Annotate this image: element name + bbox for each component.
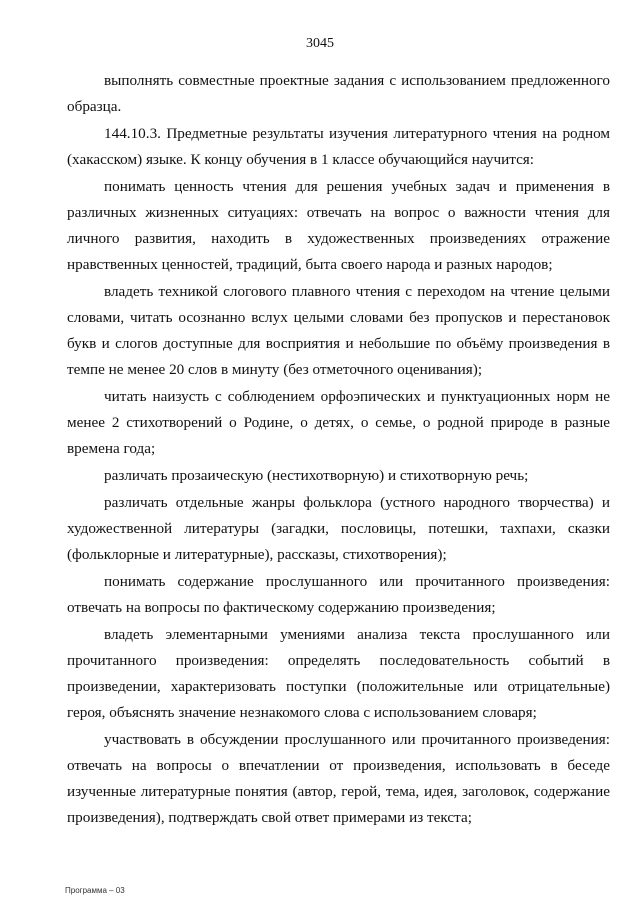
- paragraph: различать отдельные жанры фольклора (устного народного творчества) и художественной литературы (загадки, пословицы, потешки, тахпахи, сказки (фольклорные и литературные), рассказы, стихотворения);: [67, 494, 610, 563]
- paragraph: владеть элементарными умениями анализа текста прослушанного или прочитанного произведения: определять последовательность событий в произведении, характеризовать поступки (положительные или отрицательные) героя, объяснять значение незнакомого слова с использованием словаря;: [67, 626, 610, 721]
- paragraph: владеть техникой слогового плавного чтения с переходом на чтение целыми словами, читать осознанно вслух целыми словами без пропусков и перестановок букв и слогов доступные для восприятия и небольшие по объёму произведения в темпе не менее 20 слов в минуту (без отметочного оценивания);: [67, 283, 610, 378]
- paragraph: понимать содержание прослушанного или прочитанного произведения: отвечать на вопросы по фактическому содержанию произведения;: [67, 573, 610, 617]
- paragraph: понимать ценность чтения для решения учебных задач и применения в различных жизненных ситуациях: отвечать на вопрос о важности чтения для личного развития, находить в художественных произведениях отражение нравственных ценностей, традиций, быта своего народа и разных народов;: [67, 178, 610, 273]
- paragraph: читать наизусть с соблюдением орфоэпических и пунктуационных норм не менее 2 стихотворений о Родине, о детях, о семье, о родной природе в разные времена года;: [67, 387, 610, 457]
- paragraph: выполнять совместные проектные задания с использованием предложенного образца.: [67, 72, 610, 115]
- paragraph: различать прозаическую (нестихотворную) и стихотворную речь;: [104, 466, 529, 484]
- footer-label: Программа – 03: [65, 886, 125, 895]
- page-number: 3045: [306, 36, 334, 51]
- document-body: [67, 68, 610, 832]
- paragraph: участвовать в обсуждении прослушанного или прочитанного произведения: отвечать на вопросы о впечатлении от произведения, использовать в беседе изученные литературные понятия (автор, герой, тема, идея, заголовок, содержание произведения), подтверждать свой ответ примерами из текста;: [67, 731, 610, 826]
- paragraph-section-heading: 144.10.3. Предметные результаты изучения литературного чтения на родном (хакасском) языке. К концу обучения в 1 классе обучающийся научится:: [67, 125, 610, 168]
